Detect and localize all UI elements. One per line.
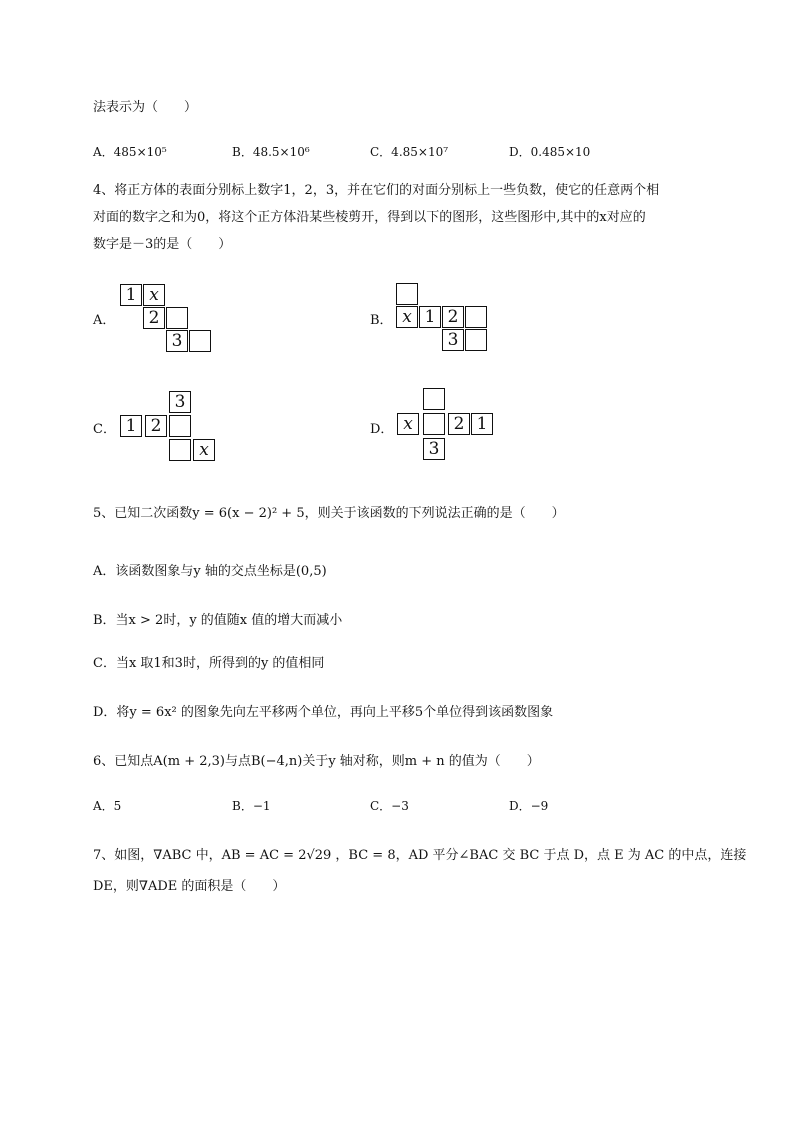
net-cell: 2 xyxy=(143,307,165,329)
q4-option-c-label: C． xyxy=(93,422,116,437)
net-cell: 1 xyxy=(120,415,142,437)
net-cell: 3 xyxy=(169,391,191,413)
net-cell xyxy=(166,307,188,329)
q4-stem-line-2: 对面的数字之和为0，将这个正方体沿某些棱剪开，得到以下的图形，这些图形中,其中的x对应的 xyxy=(93,210,646,225)
net-cell xyxy=(396,283,418,305)
net-cell xyxy=(169,439,191,461)
q4-stem-line-1: 4、将正方体的表面分别标上数字1，2，3，并在它们的对面分别标上一些负数，使它的任意两个相 xyxy=(93,183,660,198)
q5-option-b: B．当x > 2时，y 的值随x 值的增大而减小 xyxy=(93,613,343,628)
net-cell: 2 xyxy=(442,306,464,328)
q5-option-d: D．将y = 6x² 的图象先向左平移两个单位，再向上平移5个单位得到该函数图象 xyxy=(93,705,554,720)
q7-stem-line-2: DE，则∇ADE 的面积是（ ） xyxy=(93,879,286,894)
net-cell: x xyxy=(143,284,165,306)
net-cell: x xyxy=(396,306,418,328)
net-cell: x xyxy=(397,413,419,435)
q6-option-c: C．−3 xyxy=(370,799,409,813)
q4-stem-line-3: 数字是－3的是（ ） xyxy=(93,237,232,252)
q6-stem: 6、已知点A(m + 2,3)与点B(−4,n)关于y 轴对称，则m + n 的值为（ ） xyxy=(93,754,540,769)
net-cell: 2 xyxy=(145,415,167,437)
q5-stem: 5、已知二次函数y = 6(x − 2)² + 5，则关于该函数的下列说法正确的是（ ） xyxy=(93,506,565,521)
q4-option-a-label: A． xyxy=(93,313,116,328)
net-cell xyxy=(465,329,487,351)
q4-option-b-label: B． xyxy=(370,313,393,328)
net-cell: 2 xyxy=(448,413,470,435)
net-cell: x xyxy=(193,439,215,461)
q6-option-d: D．−9 xyxy=(509,799,549,813)
q5-option-a: A．该函数图象与y 轴的交点坐标是(0,5) xyxy=(93,564,327,579)
q5-option-c: C．当x 取1和3时，所得到的y 的值相同 xyxy=(93,656,325,671)
q3-option-a: A．485×10⁵ xyxy=(93,145,167,159)
q6-option-a: A．5 xyxy=(93,799,122,813)
net-cell: 3 xyxy=(442,329,464,351)
q3-option-c: C．4.85×10⁷ xyxy=(370,145,449,159)
net-cell: 1 xyxy=(120,284,142,306)
q4-option-d-label: D． xyxy=(370,422,394,437)
net-cell xyxy=(169,415,191,437)
net-cell: 1 xyxy=(419,306,441,328)
net-cell xyxy=(465,306,487,328)
q7-stem-line-1: 7、如图，∇ABC 中，AB = AC = 2√29 ，BC = 8，AD 平分∠BAC 交 BC 于点 D，点 E 为 AC 的中点，连接 xyxy=(93,848,747,863)
net-cell xyxy=(423,388,445,410)
net-cell: 3 xyxy=(423,438,445,460)
net-cell: 3 xyxy=(166,330,188,352)
net-cell xyxy=(423,413,445,435)
q3-option-b: B．48.5×10⁶ xyxy=(232,145,310,159)
net-cell xyxy=(189,330,211,352)
q6-option-b: B．−1 xyxy=(232,799,271,813)
q3-option-d: D．0.485×10 xyxy=(509,145,591,159)
net-cell: 1 xyxy=(471,413,493,435)
q3-stem-tail: 法表示为（ ） xyxy=(93,100,198,115)
